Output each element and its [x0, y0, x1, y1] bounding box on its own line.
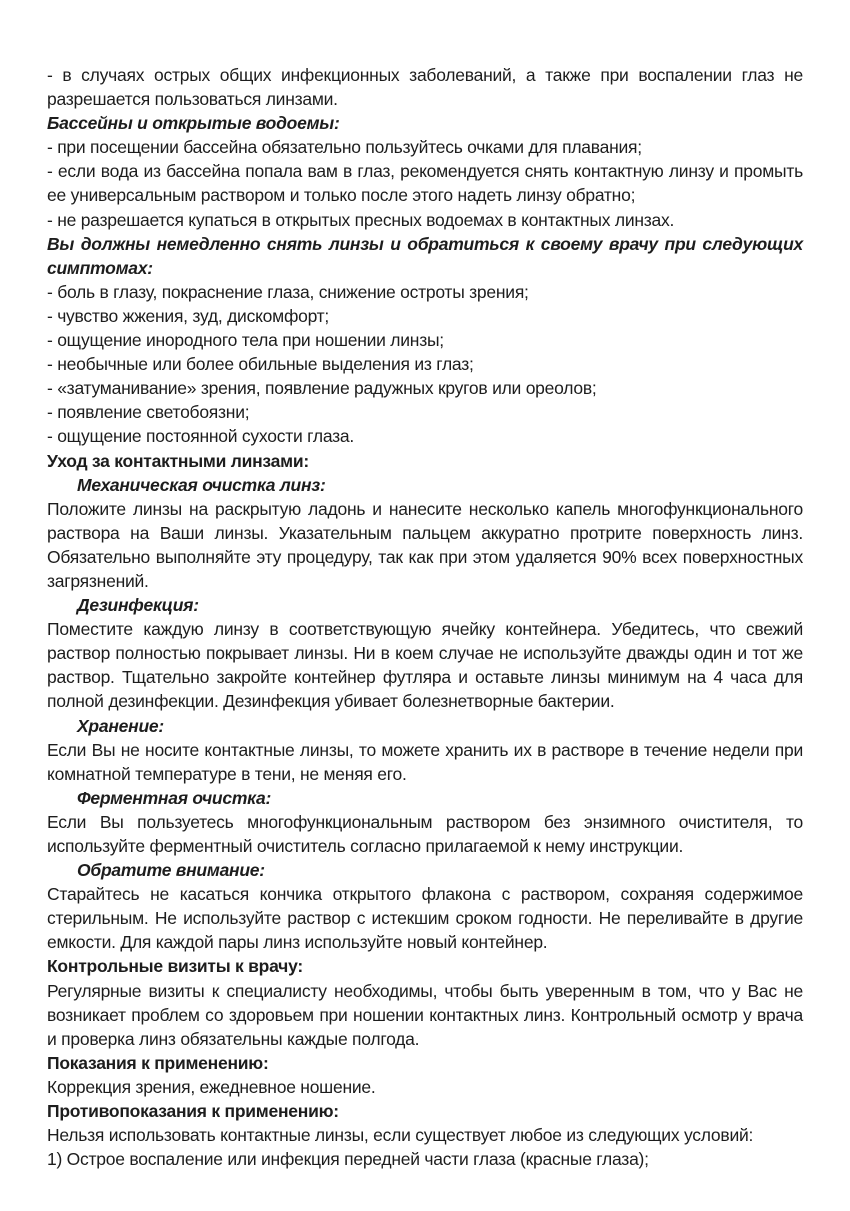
para-note: Старайтесь не касаться кончика открытого флакона с раствором, сохраняя содержимое стерильным. Не используйте раствор с истекшим сроком годности. Не переливайте в другие емкости. Для каждой пары линз используйте новый контейнер.	[47, 884, 803, 953]
symptom-photophobia: - появление светобоязни;	[47, 402, 250, 423]
item-pool-goggles: - при посещении бассейна обязательно пользуйтесь очками для плавания;	[47, 137, 642, 158]
symptom-foreign-body: - ощущение инородного тела при ношении линзы;	[47, 330, 444, 351]
subheading-disinfection: Дезинфекция:	[77, 595, 199, 616]
item-pool-water-in-eye: - если вода из бассейна попала вам в глаз, рекомендуется снять контактную линзу и промыть ее универсальным раствором и только после этого надеть линзу обратно;	[47, 161, 803, 206]
symptom-discharge: - необычные или более обильные выделения из глаз;	[47, 354, 474, 375]
heading-remove-lenses-symptoms: Вы должны немедленно снять линзы и обратиться к своему врачу при следующих симптомах:	[47, 233, 803, 278]
document-body	[47, 63, 803, 1171]
para-storage: Если Вы не носите контактные линзы, то можете хранить их в растворе в течение недели при комнатной температуре в тени, не меняя его.	[47, 739, 803, 784]
para-indications: Коррекция зрения, ежедневное ношение.	[47, 1076, 376, 1097]
symptom-eye-pain: - боль в глазу, покраснение глаза, снижение остроты зрения;	[47, 281, 529, 302]
symptom-burning-itching: - чувство жжения, зуд, дискомфорт;	[47, 305, 330, 326]
para-infection-restriction: - в случаях острых общих инфекционных заболеваний, а также при воспалении глаз не разрешается пользоваться линзами.	[47, 65, 803, 110]
para-contraindication-1: 1) Острое воспаление или инфекция передней части глаза (красные глаза);	[47, 1149, 649, 1170]
para-disinfection: Поместите каждую линзу в соответствующую ячейку контейнера. Убедитесь, что свежий раствор полностью покрывает линзы. Ни в коем случае не используйте дважды один и тот же раствор. Тщательно закройте контейнер футляра и оставьте линзы минимум на 4 часа для полной дезинфекции. Дезинфекция убивает болезнетворные бактерии.	[47, 619, 803, 712]
subheading-mechanical-cleaning: Механическая очистка линз:	[77, 474, 326, 495]
heading-indications: Показания к применению:	[47, 1052, 269, 1073]
heading-contraindications: Противопоказания к применению:	[47, 1101, 339, 1122]
para-contraindications-intro: Нельзя использовать контактные линзы, если существует любое из следующих условий:	[47, 1125, 754, 1146]
heading-doctor-visits: Контрольные визиты к врачу:	[47, 956, 303, 977]
para-mechanical-cleaning: Положите линзы на раскрытую ладонь и нанесите несколько капель многофункционального раствора на Ваши линзы. Указательным пальцем аккуратно протрите поверхность линз. Обязательно выполняйте эту процедуру, так как при этом удаляется 90% всех поверхностных загрязнений.	[47, 498, 803, 591]
symptom-blurred-vision: - «затуманивание» зрения, появление радужных кругов или ореолов;	[47, 378, 597, 399]
para-doctor-visits: Регулярные визиты к специалисту необходимы, чтобы быть уверенным в том, что у Вас не возникает проблем со здоровьем при ношении контактных линз. Контрольный осмотр у врача и проверка линз обязательны каждые полгода.	[47, 980, 803, 1049]
subheading-note: Обратите внимание:	[77, 860, 265, 881]
symptom-dryness: - ощущение постоянной сухости глаза.	[47, 426, 354, 447]
heading-pools-open-water: Бассейны и открытые водоемы:	[47, 113, 340, 134]
subheading-enzyme-cleaning: Ферментная очистка:	[77, 787, 272, 808]
subheading-storage: Хранение:	[77, 715, 164, 736]
para-enzyme-cleaning: Если Вы пользуетесь многофункциональным раствором без энзимного очистителя, то используйте ферментный очиститель согласно прилагаемой к нему инструкции.	[47, 811, 803, 856]
item-no-freshwater-swimming: - не разрешается купаться в открытых пресных водоемах в контактных линзах.	[47, 209, 675, 230]
heading-lens-care: Уход за контактными линзами:	[47, 450, 309, 471]
